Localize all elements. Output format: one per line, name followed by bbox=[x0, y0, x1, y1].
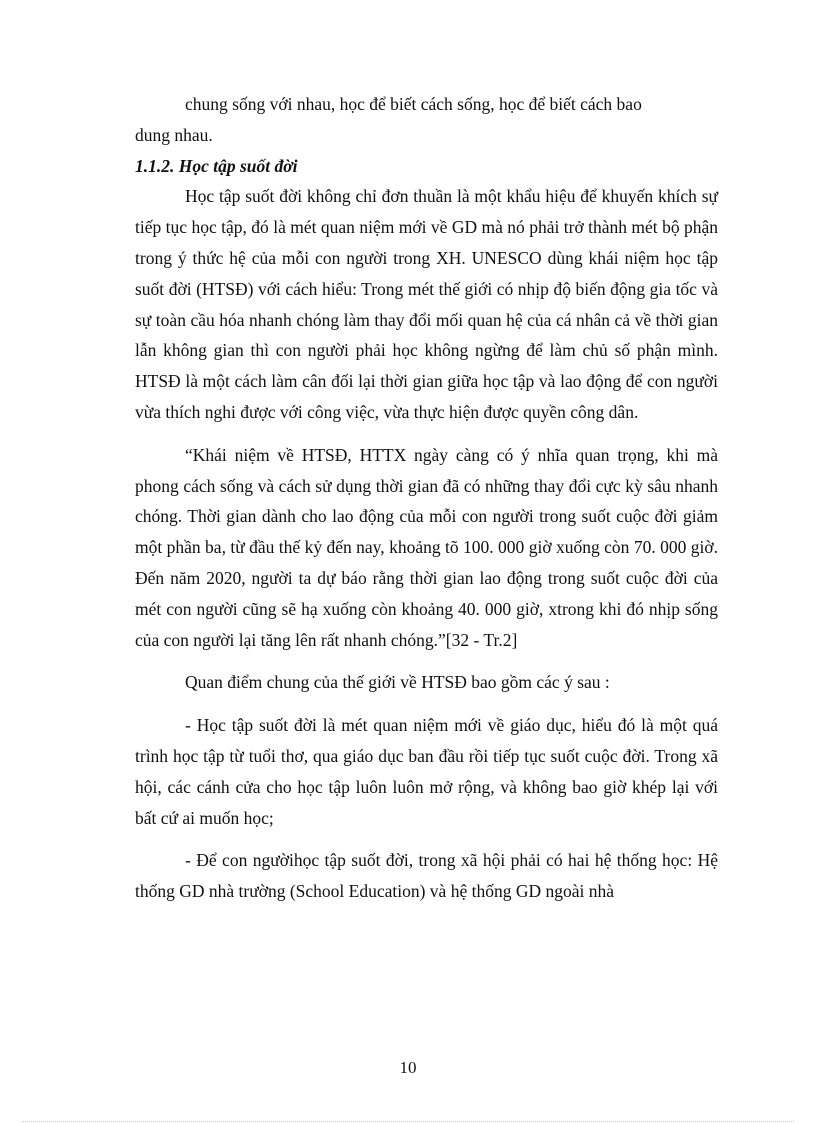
section-heading: 1.1.2. Học tập suốt đời bbox=[135, 155, 298, 176]
paragraph-continuation-line1: chung sống với nhau, học để biết cách sống, học để biết cách bao bbox=[185, 94, 642, 114]
page-bottom-divider bbox=[22, 1121, 794, 1122]
paragraph-continuation-line2: dung nhau. bbox=[135, 124, 213, 145]
paragraph-bullet-2: - Để con ngườihọc tập suốt đời, trong xã hội phải có hai hệ thống học: Hệ thống GD nhà trường (School Education) và hệ thống GD ngoài nhà bbox=[135, 850, 718, 902]
body-text bbox=[135, 89, 718, 907]
paragraph-bullet-1: - Học tập suốt đời là mét quan niệm mới về giáo dục, hiểu đó là một quá trình học tập từ tuổi thơ, qua giáo dục ban đầu rồi tiếp tục suốt cuộc đời. Trong xã hội, các cánh cửa cho học tập luôn luôn mở rộng, và không bao giờ khép lại với bất cứ ai muốn học; bbox=[135, 715, 718, 828]
paragraph-viewpoint-intro: Quan điểm chung của thế giới về HTSĐ bao gồm các ý sau : bbox=[185, 672, 610, 693]
paragraph-lifelong-learning: Học tập suốt đời không chỉ đơn thuần là một khẩu hiệu để khuyến khích sự tiếp tục học tập, đó là mét quan niệm mới về GD mà nó phải trở thành mét bộ phận trong ý thức hệ của mỗi con người trong XH. UNESCO dùng khái niệm học tập suốt đời (HTSĐ) với cách hiểu: Trong mét thế giới có nhịp độ biến động gia tốc và sự toàn cầu hóa nhanh chóng làm thay đổi mối quan hệ của cá nhân cả về thời gian lẫn không gian thì con người phải học không ngừng để làm chủ số phận mình. HTSĐ là một cách làm cân đối lại thời gian giữa học tập và lao động để con người vừa thích nghi được với công việc, vừa thực hiện được quyền công dân. bbox=[135, 186, 718, 422]
paragraph-quote: “Khái niệm về HTSĐ, HTTX ngày càng có ý nhĩa quan trọng, khi mà phong cách sống và cách sử dụng thời gian đã có những thay đổi cực kỳ sâu nhanh chóng. Thời gian dành cho lao động của mỗi con người trong suốt cuộc đời giảm một phần ba, từ đầu thế kỷ đến nay, khoảng tõ 100. 000 giờ xuống còn 70. 000 giờ. Đến năm 2020, người ta dự báo rằng thời gian lao động trong suốt cuộc đời của mét con người cũng sẽ hạ xuống còn khoảng 40. 000 giờ, xtrong khi đó nhịp sống của con người lại tăng lên rất nhanh chóng.”[32 - Tr.2] bbox=[135, 444, 718, 650]
page-number: 10 bbox=[399, 1058, 417, 1077]
